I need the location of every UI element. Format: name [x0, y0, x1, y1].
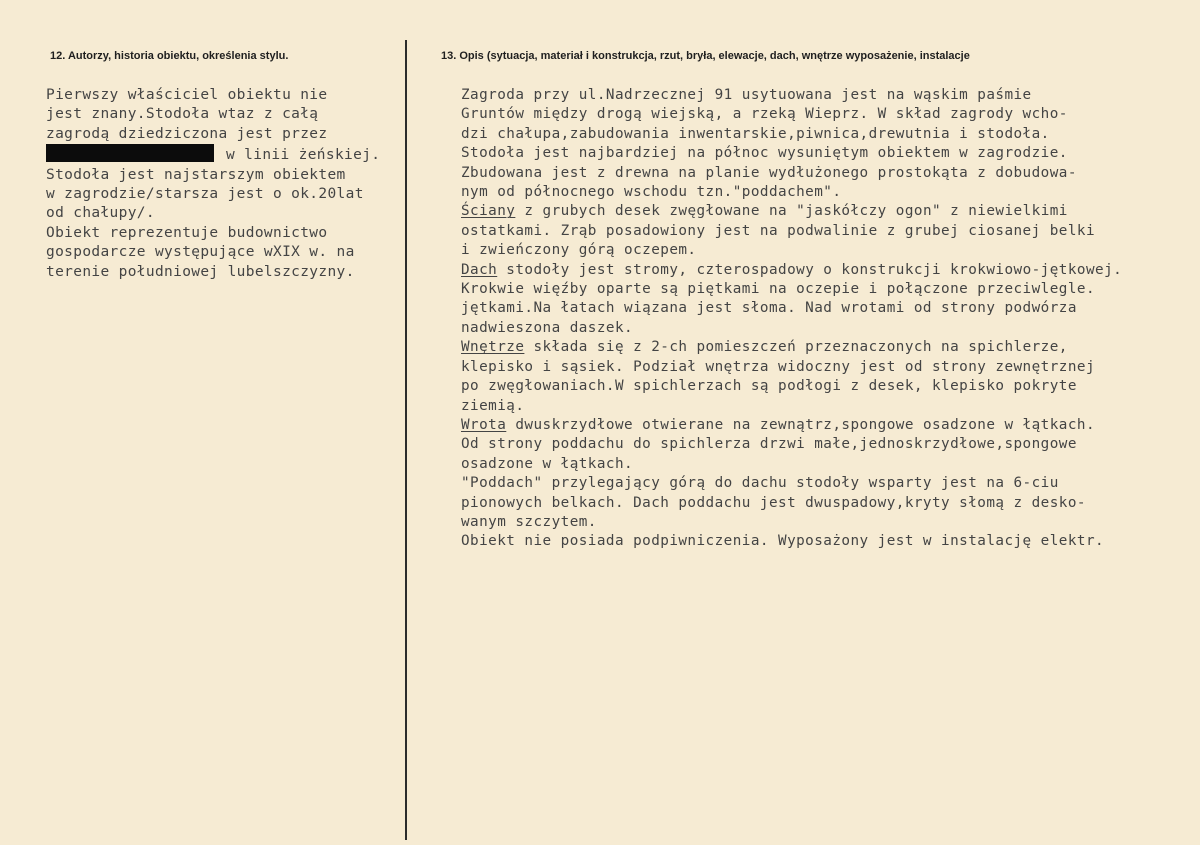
text-line: wanym szczytem. — [461, 513, 597, 530]
section-13-heading: 13. Opis (sytuacja, materiał i konstrukcja, rzut, bryła, elewacje, dach, wnętrze wyposażenie, instalacje — [441, 50, 970, 62]
text-line: "Poddach" przylegający górą do dachu stodoły wsparty jest na 6-ciu — [461, 475, 1059, 492]
text-fragment: z grubych desek zwęgłowane na "jaskółczy ogon" z niewielkimi — [515, 203, 1068, 220]
text-line: jętkami.Na łatach wiązana jest słoma. Nad wrotami od strony podwórza — [461, 300, 1077, 317]
description-text — [461, 86, 1191, 552]
text-line — [461, 202, 1191, 221]
text-line: Gruntów między drogą wiejską, a rzeką Wieprz. W skład zagrody wcho- — [461, 106, 1068, 123]
text-line — [461, 261, 1191, 280]
text-line — [461, 416, 1191, 435]
text-line — [46, 144, 396, 165]
text-line: Krokwie więźby oparte są piętkami na oczepie i połączone przeciwlegle. — [461, 281, 1096, 298]
text-line: ziemią. — [461, 397, 525, 414]
interior-label: Wnętrze — [461, 339, 525, 356]
text-line: osadzone w łątkach. — [461, 455, 634, 472]
walls-label: Ściany — [461, 203, 516, 220]
text-line: Od strony poddachu do spichlerza drzwi małe,jednoskrzydłowe,spongowe — [461, 436, 1077, 453]
text-line: Pierwszy właściciel obiektu nie — [46, 87, 328, 103]
text-line: jest znany.Stodoła wtaz z całą — [46, 106, 319, 123]
text-fragment: dwuskrzydłowe otwierane na zewnątrz,spongowe osadzone w łątkach. — [506, 416, 1096, 433]
text-line: i zwieńczony górą oczepem. — [461, 242, 697, 259]
text-fragment: składa się z 2-ch pomieszczeń przeznaczonych na spichlerze, — [524, 339, 1068, 356]
text-line: Obiekt reprezentuje budownictwo — [46, 224, 328, 241]
text-line: dzi chałupa,zabudowania inwentarskie,piwnica,drewutnia i stodoła. — [461, 125, 1050, 142]
text-line: Zagroda przy ul.Nadrzecznej 91 usytuowana jest na wąskim paśmie — [461, 87, 1032, 103]
text-line: klepisko i sąsiek. Podział wnętrza widoczny jest od strony zewnętrznej — [461, 358, 1096, 375]
roof-label: Dach — [461, 261, 498, 278]
text-line: ostatkami. Zrąb posadowiony jest na podwalinie z grubej ciosanej belki — [461, 222, 1096, 239]
text-line: Zbudowana jest z drewna na planie wydłużonego prostokąta z dobudowa- — [461, 164, 1077, 181]
text-line: od chałupy/. — [46, 205, 155, 222]
text-line: pionowych belkach. Dach poddachu jest dwuspadowy,kryty słomą z desko- — [461, 494, 1086, 511]
redaction-bar — [46, 144, 214, 162]
text-line: Stodoła jest najbardziej na północ wysuniętym obiektem w zagrodzie. — [461, 145, 1068, 162]
history-text — [46, 86, 396, 282]
text-fragment: stodoły jest stromy, czterospadowy o konstrukcji krokwiowo-jętkowej. — [497, 261, 1123, 278]
text-line: nadwieszona daszek. — [461, 319, 634, 336]
text-line: po zwęgłowaniach.W spichlerzach są podłogi z desek, klepisko pokryte — [461, 378, 1077, 395]
section-12-heading: 12. Autorzy, historia obiektu, określenia stylu. — [50, 50, 289, 62]
text-line: zagrodą dziedziczona jest przez — [46, 125, 328, 142]
text-line — [461, 338, 1191, 357]
text-fragment: w linii żeńskiej. — [226, 147, 381, 164]
text-line: nym od północnego wschodu tzn."poddachem". — [461, 184, 842, 201]
text-line: terenie południowej lubelszczyzny. — [46, 263, 355, 280]
gates-label: Wrota — [461, 416, 507, 433]
column-divider — [405, 40, 407, 840]
text-line: gospodarcze występujące wXIX w. na — [46, 244, 355, 261]
text-line: w zagrodzie/starsza jest o ok.20lat — [46, 186, 364, 203]
text-line: Stodoła jest najstarszym obiektem — [46, 166, 346, 183]
text-line: Obiekt nie posiada podpiwniczenia. Wyposażony jest w instalację elektr. — [461, 533, 1105, 550]
